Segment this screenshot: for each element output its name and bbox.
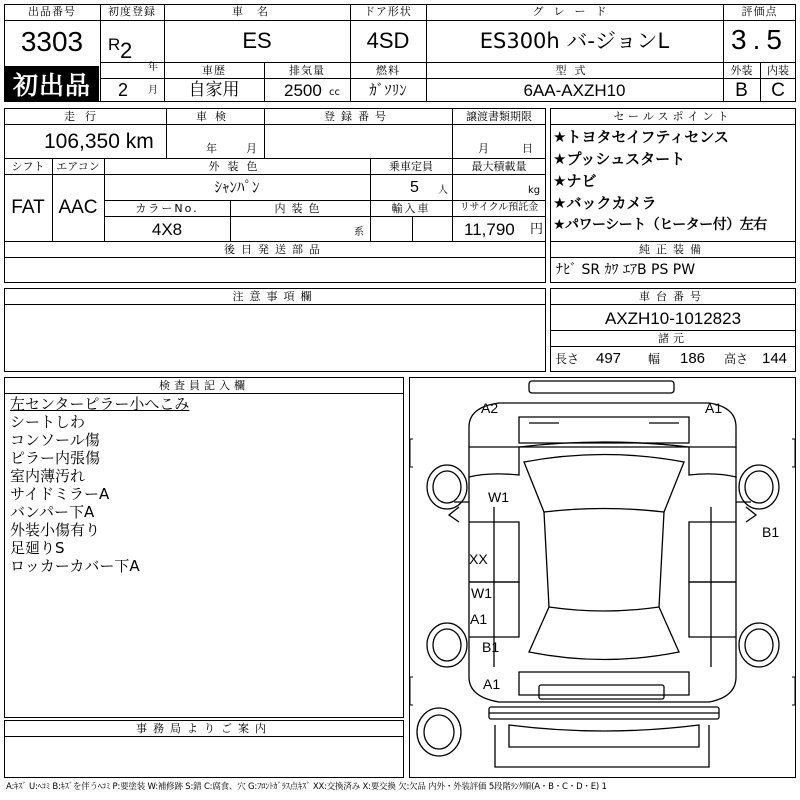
door-type: 4SD	[366, 28, 410, 53]
inspector-line: バンパー下A	[10, 503, 95, 521]
damage-mark-rear-a1: A1	[483, 676, 501, 692]
width-label: 幅	[648, 352, 661, 366]
equipment-label: 純正装備	[639, 243, 707, 256]
mileage: 106,350 km	[44, 130, 154, 153]
first-listing-badge	[5, 66, 99, 101]
width: 186	[680, 350, 706, 367]
inspector-line: ロッカーカバー下A	[10, 557, 140, 575]
sales-points-label: セールスポイント	[613, 110, 733, 123]
displacement: 2500	[284, 81, 322, 100]
office-label: 事務局よりご案内	[136, 722, 272, 735]
shift-label: シフト	[11, 160, 45, 173]
registration-era: R	[108, 35, 121, 54]
lot-number: 3303	[20, 26, 84, 57]
registration-month: 2	[118, 80, 129, 100]
color-number-label: カラーNo.	[135, 202, 199, 215]
inspector-line: 左センターピラー小へこみ	[10, 395, 190, 413]
score-label: 評価点	[741, 5, 778, 18]
first-registration-label: 初度登録	[108, 5, 156, 18]
car-name: ES	[242, 28, 272, 53]
model: 6AA-AXZH10	[523, 81, 626, 100]
color-number: 4X8	[151, 220, 183, 239]
damage-mark-w1-lower: W1	[471, 585, 492, 601]
grade-label: グレード	[532, 5, 617, 18]
inspection-label: 車検	[196, 110, 234, 123]
damage-mark-xx: XX	[469, 551, 488, 567]
inspection-month: 月	[246, 142, 257, 155]
sales-point-item: ★パワーシート（ヒーター付）左右	[553, 217, 767, 233]
legend: A:ｷｽﾞ U:ﾍｺﾐ B:ｷｽﾞを伴うﾍｺﾐ P:要塗装 W:補修跡 S:錆 C:腐食、穴 G:ﾌﾛﾝﾄｶﾞﾗｽ点ｷｽﾞ XX:交換済み X:要交換 欠:欠品 内外・外装評価 5段階ﾗﾝｸ順(A・B・C・D・E) 1	[6, 782, 607, 792]
recycle-fee-unit: 円	[530, 222, 544, 237]
capacity: 5	[410, 179, 419, 196]
capacity-label: 乗車定員	[389, 160, 433, 173]
registration-year-unit: 年	[148, 62, 158, 73]
displacement-unit: cc	[329, 87, 340, 98]
score: 3.5	[731, 24, 788, 55]
sales-point-item: ★プッシュスタート	[553, 150, 686, 168]
transfer-day: 日	[522, 142, 533, 155]
height: 144	[762, 350, 788, 367]
notes-label: 注意事項欄	[232, 290, 318, 303]
recycle-label: リサイクル預託金	[459, 202, 539, 213]
inspector-line: 足廻りS	[10, 539, 65, 557]
inspector-line: ピラー内張傷	[10, 449, 101, 467]
interior-color-unit: 系	[354, 227, 364, 238]
aircon-label: エアコン	[56, 160, 100, 173]
damage-mark-front-left: A2	[481, 400, 499, 416]
inspector-line: 外装小傷有り	[10, 521, 101, 539]
exterior-color: ｼｬﾝﾊﾟﾝ	[214, 178, 260, 196]
later-parts-label: 後日発送部品	[224, 243, 326, 256]
damage-mark-front-right: A1	[705, 400, 723, 416]
grade: ES300h バ-ジョンL	[479, 29, 670, 53]
inspector-line: サイドミラーA	[10, 485, 110, 503]
door-type-label: ドア形状	[364, 5, 412, 18]
recycle-fee: 11,790	[464, 220, 515, 239]
sales-point-item: ★バックカメラ	[553, 194, 657, 212]
equipment: ﾅﾋﾞ SR ｶﾜ ｴｱB PS PW	[556, 262, 696, 278]
damage-mark-side-w1: W1	[488, 489, 509, 505]
length-label: 長さ	[555, 352, 580, 366]
first-listing-text: 初出品	[12, 70, 91, 100]
exterior-color-label: 外装色	[208, 160, 266, 173]
model-label: 型式	[555, 64, 594, 77]
history-label: 車歴	[202, 64, 226, 77]
inspector-line: 室内薄汚れ	[10, 467, 86, 485]
fuel-label: 燃料	[376, 64, 400, 77]
car-name-label: 車名	[232, 5, 282, 18]
damage-mark-right-b1: B1	[762, 524, 780, 540]
damage-mark-b1-lower: B1	[482, 639, 500, 655]
import-label: 輸入車	[391, 202, 431, 215]
capacity-unit: 人	[438, 185, 448, 196]
chassis-number: AXZH10-1012823	[604, 309, 742, 328]
interior-grade-label: 内装	[767, 64, 789, 77]
transfer-deadline-label: 譲渡書類期限	[466, 110, 532, 123]
fuel: ｶﾞｿﾘﾝ	[369, 81, 407, 99]
car-diagram	[409, 377, 796, 778]
displacement-label: 排気量	[289, 64, 325, 77]
registration-number-label: 登録番号	[324, 110, 392, 123]
registration-month-unit: 月	[148, 85, 158, 96]
max-load-label: 最大積載量	[471, 160, 527, 173]
aircon: AAC	[58, 197, 98, 218]
exterior-grade: B	[735, 80, 748, 101]
length: 497	[596, 350, 622, 367]
inspector-line: シートしわ	[10, 413, 86, 431]
lot-number-label: 出品番号	[28, 5, 76, 18]
sales-point-item: ★トヨタセイフティセンス	[553, 128, 729, 146]
registration-year: 2	[120, 38, 133, 63]
dimensions-label: 諸元	[658, 332, 688, 345]
sales-point-item: ★ナビ	[553, 172, 597, 190]
chassis-number-label: 車台番号	[639, 290, 707, 303]
height-label: 高さ	[724, 352, 749, 366]
max-load-unit: kg	[528, 185, 541, 196]
transfer-month: 月	[478, 142, 489, 155]
history: 自家用	[188, 80, 240, 100]
mileage-label: 走行	[64, 110, 106, 123]
exterior-grade-label: 外装	[730, 64, 753, 77]
inspector-line: コンソール傷	[10, 431, 100, 449]
interior-color-label: 内装色	[274, 202, 326, 215]
interior-grade: C	[771, 80, 785, 101]
damage-mark-a1-lower: A1	[470, 611, 488, 627]
inspector-label: 検査員記入欄	[159, 379, 249, 392]
shift: FAT	[11, 197, 45, 218]
inspection-year: 年	[206, 142, 217, 155]
